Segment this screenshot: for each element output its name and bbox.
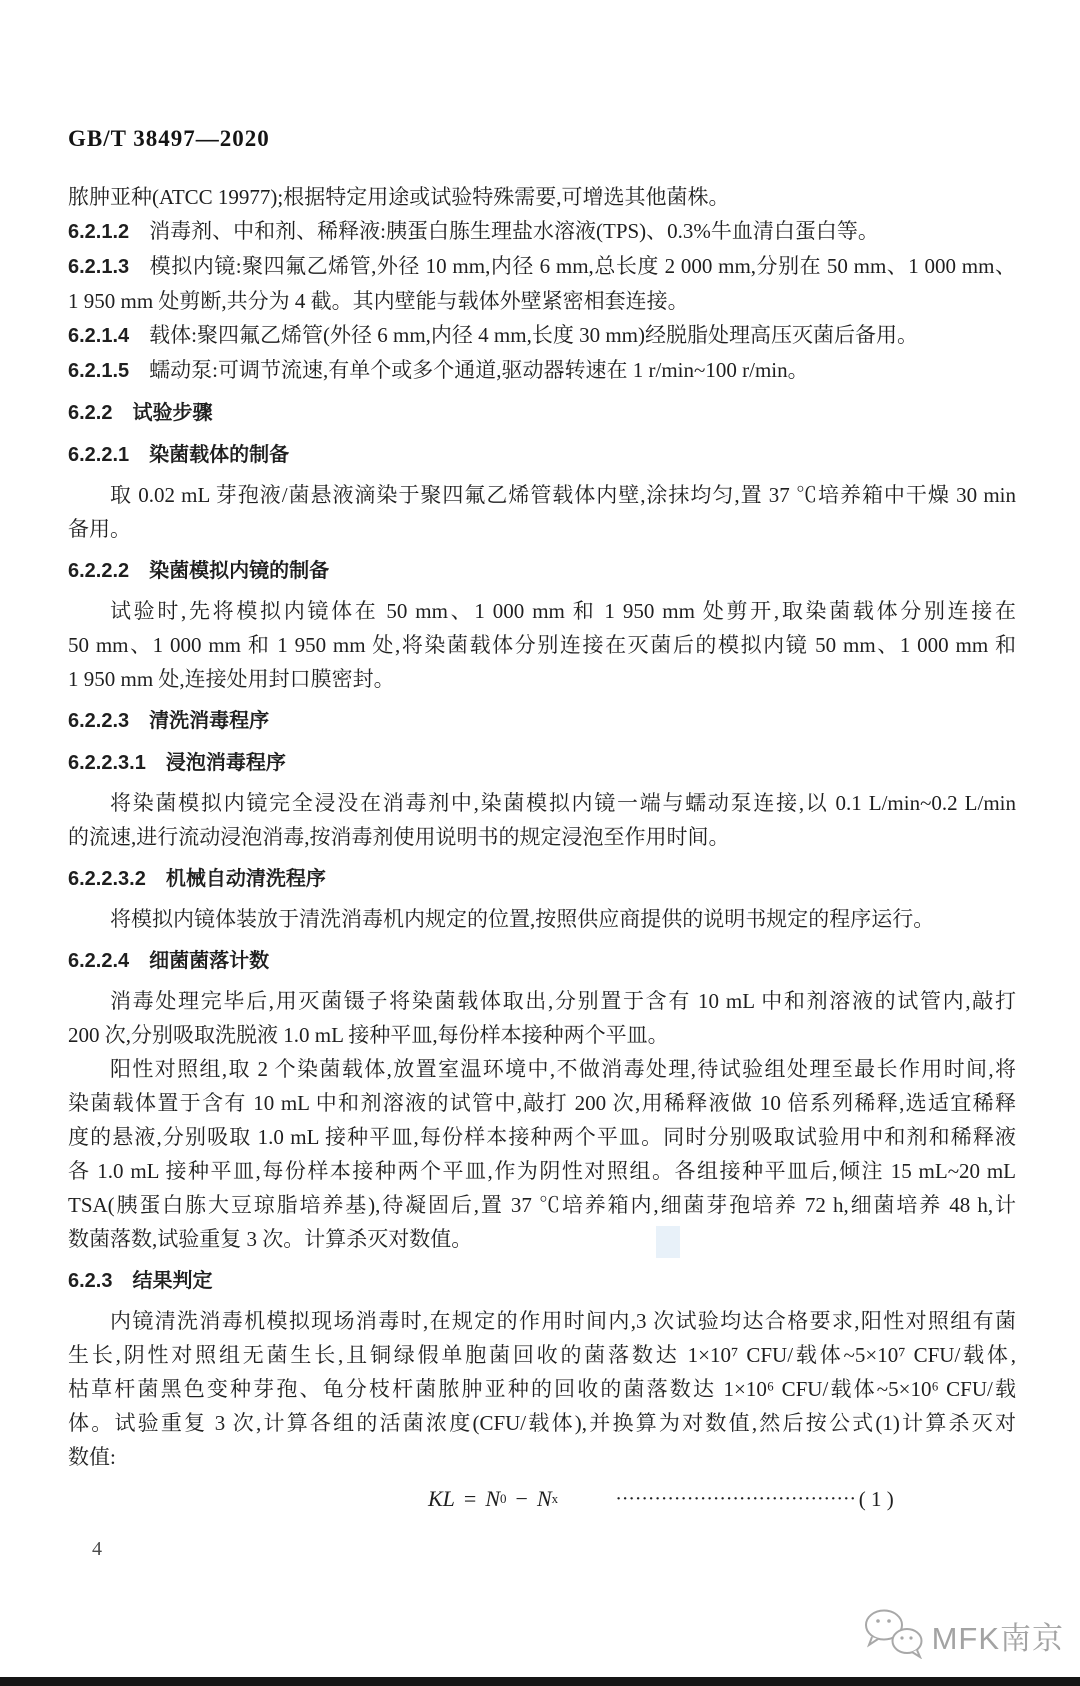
heading-text: 染菌模拟内镜的制备 <box>149 560 330 582</box>
clause-number: 6.2.1.2 <box>68 221 130 243</box>
heading-text: 清洗消毒程序 <box>149 710 270 732</box>
text-line <box>68 1018 1016 1052</box>
line-text: TSA(胰蛋白胨大豆琼脂培养基),待凝固后,置 37 ℃培养箱内,细菌芽孢培养 72 h,细菌培养 48 h,计 <box>68 1193 1016 1217</box>
dot-leader: ····································· <box>616 1490 857 1507</box>
line-text: 1 950 mm 处,连接处用封口膜密封。 <box>68 667 395 691</box>
heading-text: 染菌载体的制备 <box>149 444 290 466</box>
heading-text: 细菌菌落计数 <box>149 950 270 972</box>
text-line <box>68 902 1016 936</box>
text-line <box>68 984 1016 1018</box>
equation-1: KL = N 0 − N x ····································· ( 1 ) <box>428 1486 894 1511</box>
clause-number: 6.2.1.4 <box>68 325 130 347</box>
line-text: 蠕动泵:可调节流速,有单个或多个通道,驱动器转速在 1 r/min~100 r/min。 <box>149 358 809 382</box>
clause-number: 6.2.2.1 <box>68 444 130 466</box>
page-number: 4 <box>92 1538 102 1560</box>
line-text: 脓肿亚种(ATCC 19977);根据特定用途或试验特殊需要,可增选其他菌株。 <box>68 185 730 209</box>
line-text: 试验时,先将模拟内镜体在 50 mm、1 000 mm 和 1 950 mm 处剪开,取染菌载体分别连接在 <box>110 599 1016 623</box>
line-text: 取 0.02 mL 芽孢液/菌悬液滴染于聚四氟乙烯管载体内壁,涂抹均匀,置 37 ℃培养箱中干燥 30 min <box>110 483 1016 507</box>
line-text: 50 mm、1 000 mm 和 1 950 mm 处,将染菌载体分别连接在灭菌后的模拟内镜 50 mm、1 000 mm 和 <box>68 633 1016 657</box>
equation-number: ( 1 ) <box>858 1486 894 1511</box>
text-line <box>68 284 1016 318</box>
line-text: 体。试验重复 3 次,计算各组的活菌浓度(CFU/载体),并换算为对数值,然后按公式(1)计算杀灭对 <box>68 1411 1016 1435</box>
watermark-text: MFK南京 <box>931 1621 1064 1656</box>
line-text: 数菌落数,试验重复 3 次。计算杀灭对数值。 <box>68 1227 473 1251</box>
heading-text: 机械自动清洗程序 <box>165 868 326 890</box>
line-text: 生长,阴性对照组无菌生长,且铜绿假单胞菌回收的菌落数达 1×10⁷ CFU/载体~5×10⁷ CFU/载体, <box>68 1343 1016 1367</box>
clause-number: 6.2.2.3.1 <box>68 752 146 774</box>
text-line <box>68 512 1016 546</box>
formula-n0: N <box>485 1486 501 1511</box>
minus-sign: − <box>515 1486 528 1511</box>
text-line <box>68 1406 1016 1440</box>
document-number-header: GB/T 38497—2020 <box>68 126 270 151</box>
wechat-icon <box>862 1607 928 1664</box>
text-line <box>68 662 1016 696</box>
section-heading <box>68 395 1016 430</box>
text-line <box>68 820 1016 854</box>
line-text: 1 950 mm 处剪断,共分为 4 截。其内壁能与载体外壁紧密相套连接。 <box>68 289 689 313</box>
line-text: 将染菌模拟内镜完全浸没在消毒剂中,染菌模拟内镜一端与蠕动泵连接,以 0.1 L/min~0.2 L/min <box>110 791 1016 815</box>
section-heading <box>68 943 1016 978</box>
section-heading <box>68 1263 1016 1298</box>
text-line <box>68 1086 1016 1120</box>
line-text: 将模拟内镜体装放于清洗消毒机内规定的位置,按照供应商提供的说明书规定的程序运行。 <box>110 907 935 931</box>
text-line <box>68 1338 1016 1372</box>
clause-number: 6.2.2.3 <box>68 710 130 732</box>
clause-line <box>68 318 1016 353</box>
clause-number: 6.2.1.5 <box>68 360 130 382</box>
text-line <box>68 1052 1016 1086</box>
section-heading <box>68 703 1016 738</box>
text-line <box>68 1304 1016 1338</box>
text-line <box>68 1120 1016 1154</box>
text-line <box>68 594 1016 628</box>
clause-number: 6.2.2.2 <box>68 560 130 582</box>
clause-number: 6.2.2.3.2 <box>68 868 146 890</box>
heading-text: 结果判定 <box>132 1270 213 1292</box>
section-heading <box>68 745 1016 780</box>
text-line <box>68 786 1016 820</box>
text-line <box>68 1222 1016 1256</box>
line-text: 备用。 <box>68 517 131 541</box>
line-text: 的流速,进行流动浸泡消毒,按消毒剂使用说明书的规定浸泡至作用时间。 <box>68 825 730 849</box>
section-heading <box>68 437 1016 472</box>
section-heading <box>68 553 1016 588</box>
line-text: 染菌载体置于含有 10 mL 中和剂溶液的试管中,敲打 200 次,用稀释液做 10 倍系列稀释,选适宜稀释 <box>68 1091 1016 1115</box>
line-text: 模拟内镜:聚四氟乙烯管,外径 10 mm,内径 6 mm,总长度 2 000 mm,分别在 50 mm、1 000 mm、 <box>149 254 1016 278</box>
watermark <box>862 1607 1064 1664</box>
line-text: 消毒处理完毕后,用灭菌镊子将染菌载体取出,分别置于含有 10 mL 中和剂溶液的试管内,敲打 <box>110 989 1016 1013</box>
line-text: 200 次,分别吸取洗脱液 1.0 mL 接种平皿,每份样本接种两个平皿。 <box>68 1023 669 1047</box>
text-line <box>68 180 1016 214</box>
text-line <box>68 1372 1016 1406</box>
line-text: 各 1.0 mL 接种平皿,每份样本接种两个平皿,作为阴性对照组。各组接种平皿后,倾注 15 mL~20 mL <box>68 1159 1016 1183</box>
bottom-black-bar <box>0 1677 1080 1686</box>
text-line <box>68 1440 1016 1474</box>
clause-number: 6.2.1.3 <box>68 256 130 278</box>
line-text: 内镜清洗消毒机模拟现场消毒时,在规定的作用时间内,3 次试验均达合格要求,阳性对照组有菌 <box>110 1309 1016 1333</box>
text-line <box>68 478 1016 512</box>
clause-line <box>68 249 1016 284</box>
text-line <box>68 628 1016 662</box>
section-heading <box>68 861 1016 896</box>
clause-line <box>68 214 1016 249</box>
text-line <box>68 1154 1016 1188</box>
line-text: 数值: <box>68 1445 116 1469</box>
line-text: 载体:聚四氟乙烯管(外径 6 mm,内径 4 mm,长度 30 mm)经脱脂处理高压灭菌后备用。 <box>149 323 918 347</box>
clause-line <box>68 353 1016 388</box>
document-body <box>68 180 1016 1561</box>
clause-number: 6.2.2 <box>68 402 113 424</box>
equals-sign: = <box>463 1486 477 1511</box>
clause-number: 6.2.3 <box>68 1270 113 1292</box>
text-line <box>68 1188 1016 1222</box>
line-text: 消毒剂、中和剂、稀释液:胰蛋白胨生理盐水溶液(TPS)、0.3%牛血清白蛋白等。 <box>149 219 879 243</box>
formula-nx: N <box>536 1486 552 1511</box>
line-text: 枯草杆菌黑色变种芽孢、龟分枝杆菌脓肿亚种的回收的菌落数达 1×10⁶ CFU/载体~5×10⁶ CFU/载 <box>68 1377 1016 1401</box>
line-text: 度的悬液,分别吸取 1.0 mL 接种平皿,每份样本接种两个平皿。同时分别吸取试验用中和剂和稀释液 <box>68 1125 1016 1149</box>
clause-number: 6.2.2.4 <box>68 950 130 972</box>
line-text: 阳性对照组,取 2 个染菌载体,放置室温环境中,不做消毒处理,待试验组处理至最长作用时间,将 <box>110 1057 1016 1081</box>
heading-text: 试验步骤 <box>132 402 213 424</box>
heading-text: 浸泡消毒程序 <box>165 752 286 774</box>
formula-kl: KL <box>428 1486 455 1511</box>
